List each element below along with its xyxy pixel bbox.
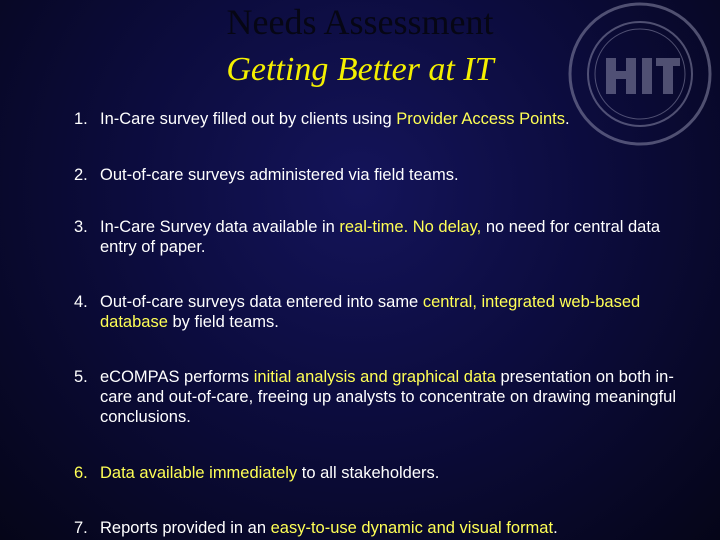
list-number: 5. (74, 368, 88, 386)
item-highlight: initial analysis and graphical data (253, 368, 496, 386)
item-highlight: Provider Access Points (396, 110, 565, 128)
item-highlight: easy-to-use dynamic and visual format (270, 519, 554, 537)
item-text: eCOMPAS performs (100, 368, 254, 386)
title-line-1: Needs Assessment (226, 2, 494, 42)
item-text: Reports provided in an (100, 519, 271, 537)
item-text-end: presentation on both in-care and out-of-care, freeing up analysts to concentrate on drawing meaningful conclusions. (100, 368, 677, 426)
list-number: 6. (74, 464, 88, 482)
item-text-end: by field teams. (167, 313, 279, 331)
list-number: 4. (74, 293, 88, 311)
item-text: Out-of-care surveys data entered into same (100, 293, 423, 311)
item-text: In-Care Survey data available in (100, 218, 340, 236)
item-text-end: no need for central data entry of paper. (100, 218, 661, 256)
item-text-end: to all stakeholders. (297, 464, 440, 482)
item-text: In-Care survey filled out by clients using (100, 110, 397, 128)
item-highlight: central, integrated web-based database (100, 293, 641, 331)
item-highlight: Data available immediately (100, 464, 298, 482)
title-line-2: Getting Better at IT (226, 51, 494, 88)
item-highlight: real-time. No delay, (339, 218, 482, 236)
list-number: 1. (74, 110, 88, 128)
item-text-end: . (564, 110, 570, 128)
list-number: 7. (74, 519, 88, 537)
list-number: 3. (74, 218, 88, 236)
item-text: Out-of-care surveys administered via field teams. (100, 166, 459, 184)
list-number: 2. (74, 166, 88, 184)
item-text-end: . (553, 519, 558, 537)
